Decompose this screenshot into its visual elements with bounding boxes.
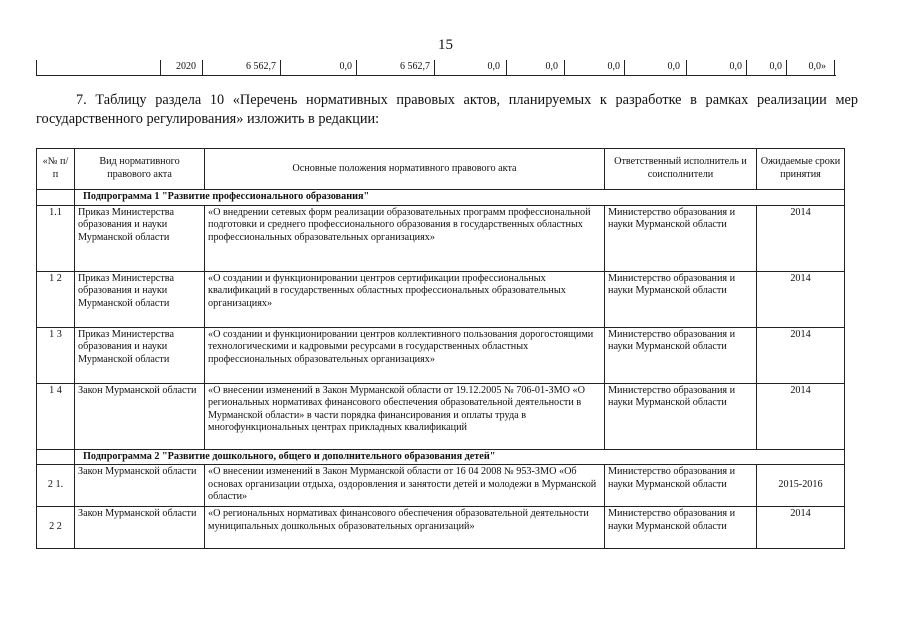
table-row bbox=[37, 327, 845, 383]
subprogram-title: Подпрограмма 1 "Развитие профессионального образования" bbox=[75, 190, 845, 206]
header-responsible: Ответственный исполнитель и соисполнители bbox=[605, 149, 757, 190]
subprogram-row bbox=[37, 190, 845, 206]
row-content: «О региональных нормативах финансового обеспечения образовательной деятельности муниципальных дошкольных образовательных организаций» bbox=[205, 507, 605, 549]
row-kind: Закон Мурманской области bbox=[75, 465, 205, 507]
prev-cell: 0,0» bbox=[808, 61, 826, 72]
row-num: 1 2 bbox=[37, 271, 75, 327]
subprogram-row bbox=[37, 449, 845, 465]
table-row bbox=[37, 465, 845, 507]
table-row bbox=[37, 205, 845, 271]
header-content: Основные положения нормативного правового акта bbox=[205, 149, 605, 190]
prev-cell: 0,0 bbox=[339, 61, 352, 72]
row-responsible: Министерство образования и науки Мурманской области bbox=[605, 507, 757, 549]
row-content: «О создании и функционировании центров коллективного пользования дорогостоящими технологическими и кадровыми ресурсами в государственных областных профессиональных образовательных организациях» bbox=[205, 327, 605, 383]
prev-cell: 0,0 bbox=[667, 61, 680, 72]
row-kind: Закон Мурманской области bbox=[75, 383, 205, 449]
row-num: 2 1. bbox=[37, 465, 75, 507]
row-num: 1 3 bbox=[37, 327, 75, 383]
acts-table bbox=[36, 148, 845, 549]
row-kind: Приказ Министерства образования и науки Мурманской области bbox=[75, 271, 205, 327]
subprogram-title: Подпрограмма 2 "Развитие дошкольного, общего и дополнительного образования детей" bbox=[75, 449, 845, 465]
row-num: 2 2 bbox=[37, 507, 75, 549]
previous-table-fragment bbox=[36, 60, 836, 76]
row-content: «О внесении изменений в Закон Мурманской области от 16 04 2008 № 953-ЗМО «Об основах организации отдыха, оздоровления и занятости детей и молодежи в Мурманской области» bbox=[205, 465, 605, 507]
row-content: «О внесении изменений в Закон Мурманской области от 19.12.2005 № 706-01-ЗМО «О региональных нормативах финансового обеспечения образовательной деятельности в Мурманской области» в части порядка финансирования и оплаты труда в многофункциональных центрах прикладных квалификаций bbox=[205, 383, 605, 449]
table-header-row bbox=[37, 149, 845, 190]
intro-paragraph bbox=[36, 91, 858, 129]
row-content: «О создании и функционировании центров сертификации профессиональных квалификаций в государственных областных профессиональных образовательных организациях» bbox=[205, 271, 605, 327]
row-responsible: Министерство образования и науки Мурманской области bbox=[605, 465, 757, 507]
row-term: 2014 bbox=[757, 507, 845, 549]
intro-text: 7. Таблицу раздела 10 «Перечень нормативных правовых актов, планируемых к разработке в рамках реализации мер государственного регулирования» изложить в редакции: bbox=[36, 92, 858, 127]
header-num: «№ п/п bbox=[37, 149, 75, 190]
row-kind: Приказ Министерства образования и науки Мурманской области bbox=[75, 205, 205, 271]
row-responsible: Министерство образования и науки Мурманской области bbox=[605, 205, 757, 271]
row-term: 2014 bbox=[757, 205, 845, 271]
prev-cell: 6 562,7 bbox=[246, 61, 276, 72]
row-term: 2014 bbox=[757, 383, 845, 449]
row-term: 2015-2016 bbox=[757, 465, 845, 507]
page-number: 15 bbox=[438, 37, 453, 53]
table-row bbox=[37, 383, 845, 449]
prev-cell: 6 562,7 bbox=[400, 61, 430, 72]
row-kind: Закон Мурманской области bbox=[75, 507, 205, 549]
table-row bbox=[37, 507, 845, 549]
row-responsible: Министерство образования и науки Мурманской области bbox=[605, 383, 757, 449]
prev-cell: 2020 bbox=[176, 61, 196, 72]
row-num: 1.1 bbox=[37, 205, 75, 271]
header-kind: Вид нормативного правового акта bbox=[75, 149, 205, 190]
header-term: Ожидаемые сроки принятия bbox=[757, 149, 845, 190]
prev-cell: 0,0 bbox=[607, 61, 620, 72]
prev-cell: 0,0 bbox=[545, 61, 558, 72]
table-row bbox=[37, 271, 845, 327]
prev-cell: 0,0 bbox=[769, 61, 782, 72]
row-responsible: Министерство образования и науки Мурманской области bbox=[605, 271, 757, 327]
row-responsible: Министерство образования и науки Мурманской области bbox=[605, 327, 757, 383]
row-term: 2014 bbox=[757, 327, 845, 383]
prev-cell: 0,0 bbox=[729, 61, 742, 72]
prev-cell: 0,0 bbox=[487, 61, 500, 72]
row-content: «О внедрении сетевых форм реализации образовательных программ профессиональной подготовки и среднего профессионального образования в государственных областных профессиональных образовательных организациях» bbox=[205, 205, 605, 271]
row-term: 2014 bbox=[757, 271, 845, 327]
row-num: 1 4 bbox=[37, 383, 75, 449]
row-kind: Приказ Министерства образования и науки Мурманской области bbox=[75, 327, 205, 383]
